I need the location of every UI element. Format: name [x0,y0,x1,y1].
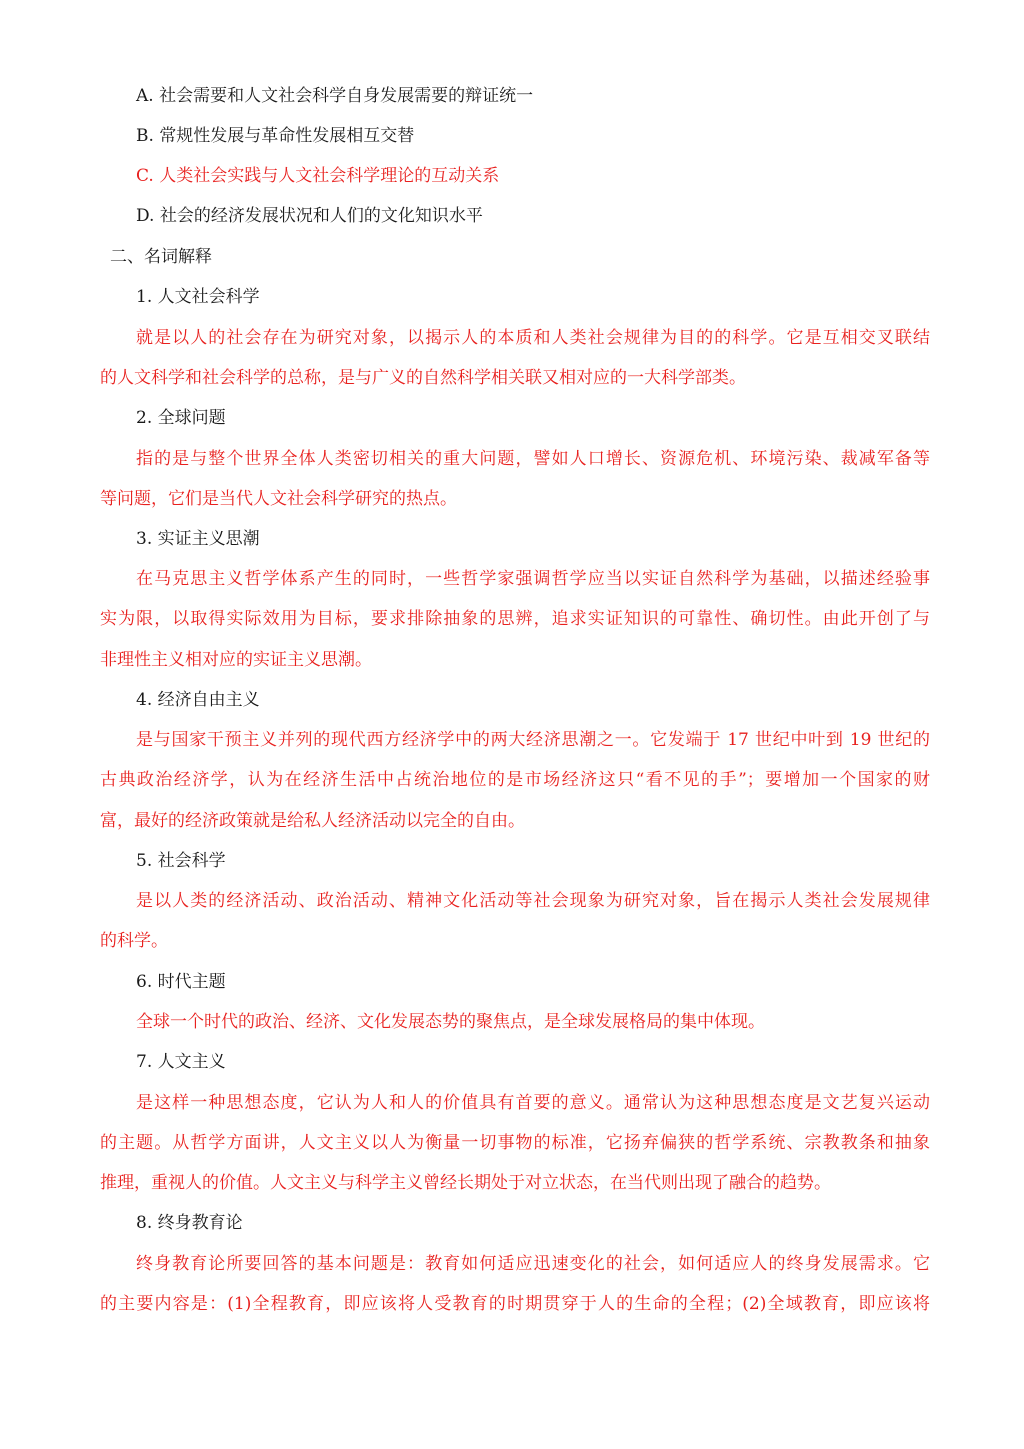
term-title: 6. 时代主题 [136,972,226,992]
term-title: 8. 终身教育论 [136,1213,243,1233]
term-title: 1. 人文社会科学 [136,287,260,307]
term-definition-line: 是与国家干预主义并列的现代西方经济学中的两大经济思潮之一。它发端于 17 世纪中叶到 19 世纪的 [136,730,930,750]
term-definition-line: 实为限，以取得实际效用为目标，要求排除抽象的思辨，追求实证知识的可靠性、确切性。由此开创了与 [100,609,930,629]
term-definition-line: 的人文科学和社会科学的总称，是与广义的自然科学相关联又相对应的一大科学部类。 [100,368,746,388]
term-definition-line: 终身教育论所要回答的基本问题是：教育如何适应迅速变化的社会，如何适应人的终身发展需求。它 [136,1254,930,1274]
term-title: 3. 实证主义思潮 [136,529,260,549]
term-definition-line: 富，最好的经济政策就是给私人经济活动以完全的自由。 [100,811,525,831]
term-title: 5. 社会科学 [136,851,226,871]
term-definition-line: 古典政治经济学，认为在经济生活中占统治地位的是市场经济这只“看不见的手”；要增加一个国家的财 [100,770,930,790]
option-d: D. 社会的经济发展状况和人们的文化知识水平 [136,206,483,226]
term-definition-line: 是这样一种思想态度，它认为人和人的价值具有首要的意义。通常认为这种思想态度是文艺复兴运动 [136,1093,930,1113]
term-title: 2. 全球问题 [136,408,226,428]
term-definition-line: 的主要内容是：(1)全程教育，即应该将人受教育的时期贯穿于人的生命的全程；(2)全域教育，即应该将 [100,1294,930,1314]
term-definition-line: 非理性主义相对应的实证主义思潮。 [100,650,372,670]
term-definition-line: 全球一个时代的政治、经济、文化发展态势的聚焦点，是全球发展格局的集中体现。 [136,1012,765,1032]
option-b: B. 常规性发展与革命性发展相互交替 [136,126,415,146]
section-heading: 二、名词解释 [110,247,212,267]
term-definition-line: 推理，重视人的价值。人文主义与科学主义曾经长期处于对立状态，在当代则出现了融合的趋势。 [100,1173,831,1193]
term-definition-line: 在马克思主义哲学体系产生的同时，一些哲学家强调哲学应当以实证自然科学为基础，以描述经验事 [136,569,930,589]
option-a: A. 社会需要和人文社会科学自身发展需要的辩证统一 [136,86,534,106]
option-c-correct-answer: C. 人类社会实践与人文社会科学理论的互动关系 [136,166,500,186]
term-definition-line: 指的是与整个世界全体人类密切相关的重大问题，譬如人口增长、资源危机、环境污染、裁减军备等 [136,449,930,469]
term-definition-line: 等问题，它们是当代人文社会科学研究的热点。 [100,489,457,509]
term-definition-line: 的科学。 [100,931,168,951]
term-definition-line: 是以人类的经济活动、政治活动、精神文化活动等社会现象为研究对象，旨在揭示人类社会发展规律 [136,891,930,911]
term-title: 7. 人文主义 [136,1052,226,1072]
term-definition-line: 就是以人的社会存在为研究对象，以揭示人的本质和人类社会规律为目的的科学。它是互相交叉联结 [136,328,930,348]
term-definition-line: 的主题。从哲学方面讲，人文主义以人为衡量一切事物的标准，它扬弃偏狭的哲学系统、宗教教条和抽象 [100,1133,930,1153]
term-title: 4. 经济自由主义 [136,690,260,710]
